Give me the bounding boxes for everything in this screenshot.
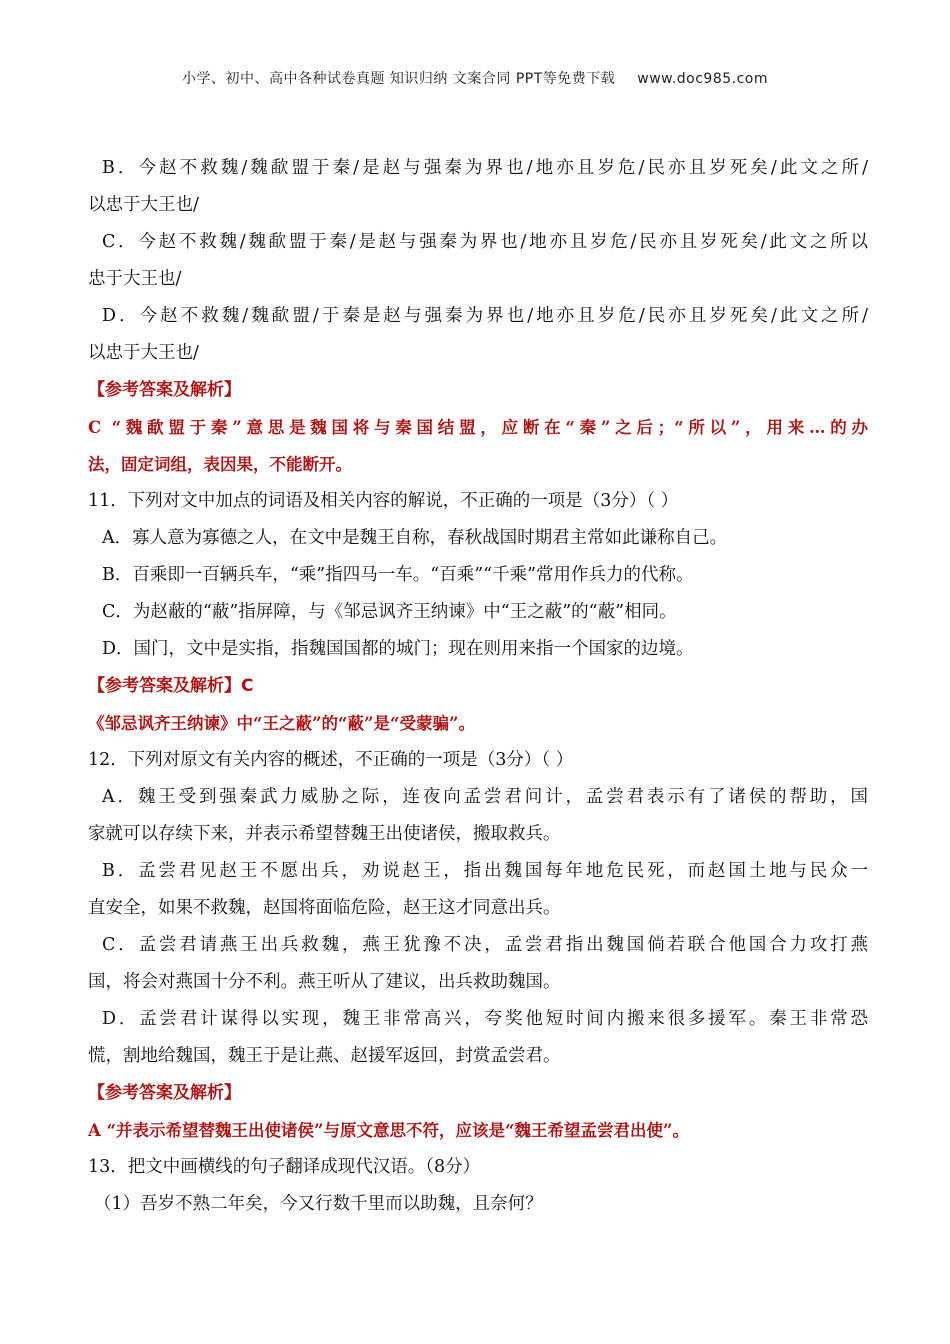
q12-option-d-line2: 慌，割地给魏国，魏王于是让燕、赵援军返回，封赏孟尝君。 — [88, 1046, 561, 1066]
header-url[interactable]: www.doc985.com — [637, 71, 769, 87]
q12-option-d-line1: D．孟尝君计谋得以实现，魏王非常高兴，夸奖他短时间内搬来很多援军。秦王非常恐 — [102, 1009, 868, 1029]
q11-answer-letter: C — [241, 676, 254, 696]
q10-option-d-line1: D．今赵不救魏/魏歃盟/于秦是赵与强秦为界也/地亦且岁危/民亦且岁死矣/此文之所/ — [102, 306, 868, 326]
q10-option-b-line1: B．今赵不救魏/魏歃盟于秦/是赵与强秦为界也/地亦且岁危/民亦且岁死矣/此文之所/ — [102, 158, 868, 178]
q10-option-c-line2: 忠于大王也/ — [88, 269, 182, 289]
q12-option-a-line2: 家就可以存续下来，并表示希望替魏王出使诸侯，搬取救兵。 — [88, 824, 561, 844]
q12-option-b-line1: B．孟尝君见赵王不愿出兵，劝说赵王，指出魏国每年地危民死，而赵国土地与民众一 — [102, 861, 868, 881]
q13-sub1: （1）吾岁不熟二年矣，今又行数千里而以助魏，且奈何？ — [94, 1194, 543, 1214]
q10-explanation-line2: 法，固定词组，表因果，不能断开。 — [88, 455, 352, 474]
q11-answer-row — [88, 668, 868, 705]
q12-option-a-line1: A．魏王受到强秦武力威胁之际，连夜向孟尝君问计，孟尝君表示有了诸侯的帮助，国 — [102, 787, 868, 807]
q10-explanation-line1: C “魏歃盟于秦”意思是魏国将与秦国结盟，应断在“秦”之后；“所以”，用来…的办 — [88, 418, 868, 437]
q13-stem: 13．把文中画横线的句子翻译成现代汉语。（8分） — [88, 1157, 481, 1177]
document-body — [88, 150, 868, 1223]
q11-option-d: D．国门，文中是实指，指魏国国都的城门；现在则用来指一个国家的边境。 — [102, 639, 694, 659]
q10-option-d-line2: 以忠于大王也/ — [88, 343, 199, 363]
page-header — [0, 68, 950, 88]
q12-answer-label: 【参考答案及解析】 — [88, 1083, 241, 1103]
q12-option-c-line2: 国，将会对燕国十分不利。燕王听从了建议，出兵救助魏国。 — [88, 972, 561, 992]
q11-option-c: C．为赵蔽的“蔽”指屏障，与《邹忌讽齐王纳谏》中“王之蔽”的“蔽”相同。 — [102, 602, 677, 622]
q10-answer-label: 【参考答案及解析】 — [88, 380, 241, 400]
header-text: 小学、初中、高中各种试卷真题 知识归纳 文案合同 PPT等免费下载 — [181, 71, 616, 87]
q10-option-b-line2: 以忠于大王也/ — [88, 195, 199, 215]
q12-option-c-line1: C．孟尝君请燕王出兵救魏，燕王犹豫不决，孟尝君指出魏国倘若联合他国合力攻打燕 — [102, 935, 868, 955]
q12-stem: 12．下列对原文有关内容的概述，不正确的一项是（3分）（ ） — [88, 750, 574, 770]
q11-explanation: 《邹忌讽齐王纳谏》中“王之蔽”的“蔽”是“受蒙骗”。 — [88, 714, 475, 733]
q12-explanation: A “并表示希望替魏王出使诸侯”与原文意思不符，应该是“魏王希望孟尝君出使”。 — [88, 1121, 690, 1140]
q11-option-a: A．寡人意为寡德之人，在文中是魏王自称，春秋战国时期君主常如此谦称自己。 — [102, 528, 728, 548]
q12-option-b-line2: 直安全，如果不救魏，赵国将面临危险，赵王这才同意出兵。 — [88, 898, 561, 918]
q11-answer-label: 【参考答案及解析】 — [88, 676, 241, 696]
q10-option-c-line1: C．今赵不救魏/魏歃盟于秦/是赵与强秦为界也/地亦且岁危/民亦且岁死矣/此文之所以 — [102, 232, 868, 252]
q11-stem: 11．下列对文中加点的词语及相关内容的解说，不正确的一项是（3分）（ ） — [88, 491, 679, 511]
q11-option-b: B．百乘即一百辆兵车，“乘”指四马一车。“百乘”“千乘”常用作兵力的代称。 — [102, 565, 694, 585]
